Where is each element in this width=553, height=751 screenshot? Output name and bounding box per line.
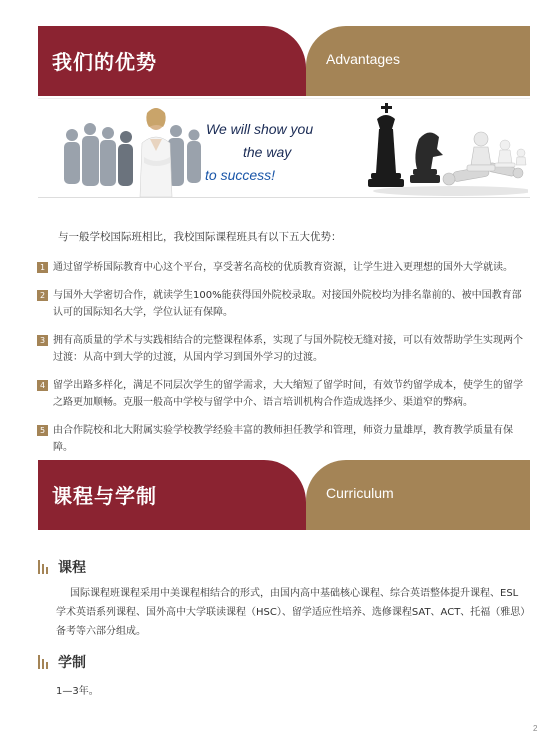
hero-image [38,98,530,198]
page-number: 2 [533,724,538,733]
curriculum-heading [38,557,86,577]
advantage-text: 留学出路多样化，满足不同层次学生的留学需求，大大缩短了留学时间，有效节约留学成本，使学生的留学之路更加顺畅。克服一般高中学校与留学中介、语言培训机构合作造成选择少、渠道窄的弊病。 [53,380,523,408]
advantage-text: 由合作院校和北大附属实验学校教学经验丰富的教师担任教学和管理，师资力量雄厚，教育教学质量有保障。 [53,425,513,453]
hero-slogan-line2: the way [243,144,292,160]
duration-heading-label: 学制 [58,655,86,671]
advantage-text: 拥有高质量的学术与实践相结合的完整课程体系，实现了与国外院校无缝对接，可以有效帮助学生实现两个过渡：从高中到大学的过渡，从国内学习到国外学习的过渡。 [53,335,523,363]
section-title-cn: 我们的优势 [52,50,157,74]
advantages-list [37,259,531,467]
intro-text: 与一般学校国际班相比，我校国际课程班具有以下五大优势： [58,231,342,243]
hero-slogan-line1: We will show you [206,121,314,137]
bars-icon [38,560,48,574]
duration-heading [38,652,86,672]
item-number-badge: 2 [37,290,48,301]
advantage-item [37,422,531,456]
section-title-en: Advantages [326,51,400,67]
curriculum-paragraph [56,584,526,641]
item-number-badge: 4 [37,380,48,391]
item-number-badge: 1 [37,262,48,273]
section-title-cn: 课程与学制 [52,484,157,508]
curriculum-paragraph-text: 国际课程班课程采用中美课程相结合的形式，由国内高中基础核心课程、综合英语整体提升课程、ESL学术英语系列课程、国外高中大学联读课程（HSC）、留学适应性培养、选修课程SAT、ACT、托福（雅思）备考等六部分组成。 [56,588,526,637]
duration-value: 1—3年。 [56,686,99,697]
bars-icon [38,655,48,669]
hero-slogan-line3: to success! [205,167,276,183]
advantage-text: 与国外大学密切合作，就读学生100%能获得国外院校录取。对接国外院校均为排名靠前的、被中国教育部认可的国际知名大学，学位认证有保障。 [53,290,522,318]
chess-pieces-illustration [363,99,528,197]
advantage-item [37,287,531,321]
section-title-en: Curriculum [326,485,394,501]
curriculum-banner [38,460,530,530]
advantages-banner [38,26,530,96]
item-number-badge: 5 [37,425,48,436]
advantage-item [37,377,531,411]
advantage-text: 通过留学桥国际教育中心这个平台，享受著名高校的优质教育资源，让学生进入更理想的国外大学就读。 [53,262,513,273]
business-people-illustration [58,99,208,197]
curriculum-heading-label: 课程 [58,560,86,576]
advantage-item [37,259,531,276]
advantage-item [37,332,531,366]
item-number-badge: 3 [37,335,48,346]
